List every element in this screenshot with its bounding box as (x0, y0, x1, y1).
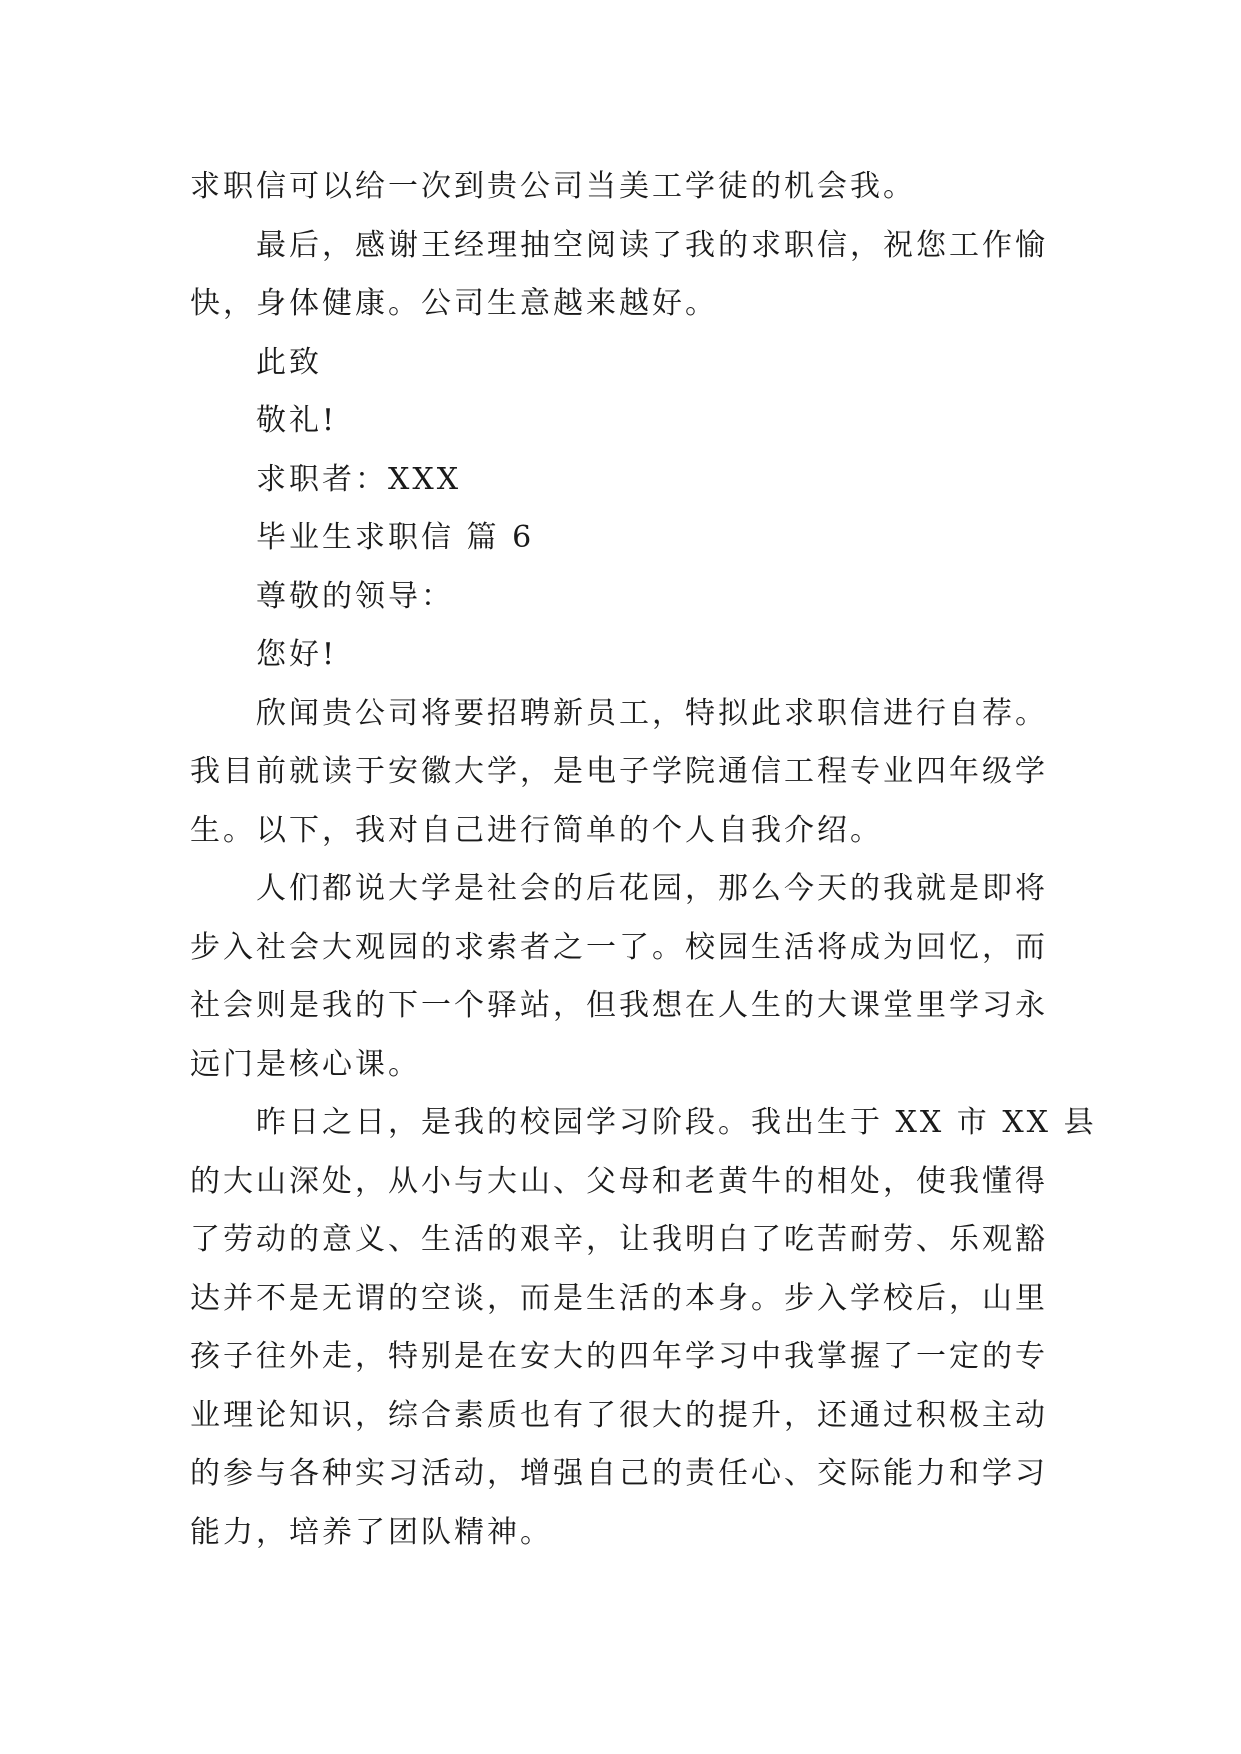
text-line: 的大山深处，从小与大山、父母和老黄牛的相处，使我懂得 (190, 1163, 1048, 1199)
text-line: 步入社会大观园的求索者之一了。校园生活将成为回忆，而 (190, 929, 1048, 965)
text-line: 快，身体健康。公司生意越来越好。 (190, 286, 718, 321)
text-line: 我目前就读于安徽大学，是电子学院通信工程专业四年级学 (190, 754, 1048, 789)
text-line: 达并不是无谓的空谈，而是生活的本身。步入学校后，山里 (190, 1280, 1048, 1316)
greeting-line: 尊敬的领导： (256, 578, 454, 614)
text-line: 的参与各种实习活动，增强自己的责任心、交际能力和学习 (190, 1456, 1048, 1491)
text-line: 孩子往外走，特别是在安大的四年学习中我掌握了一定的专 (190, 1339, 1048, 1374)
text-line: 人们都说大学是社会的后花园，那么今天的我就是即将 (256, 871, 1048, 906)
text-line: 求职信可以给一次到贵公司当美工学徒的机会我。 (190, 169, 916, 204)
text-line: 社会则是我的下一个驿站，但我想在人生的大课堂里学习永 (190, 988, 1048, 1023)
section-heading: 毕业生求职信 篇 6 (256, 520, 535, 555)
closing-regards: 敬礼! (256, 403, 338, 438)
greeting-hello: 您好! (256, 637, 338, 672)
text-line: 业理论知识，综合素质也有了很大的提升，还通过积极主动 (190, 1397, 1048, 1433)
text-line: 了劳动的意义、生活的艰辛，让我明白了吃苦耐劳、乐观豁 (190, 1222, 1048, 1257)
closing-salutation: 此致 (256, 344, 322, 380)
text-line: 最后，感谢王经理抽空阅读了我的求职信，祝您工作愉 (256, 227, 1048, 263)
text-line: 欣闻贵公司将要招聘新员工，特拟此求职信进行自荐。 (256, 695, 1048, 731)
text-line: 昨日之日，是我的校园学习阶段。我出生于 XX 市 XX 县 (256, 1105, 1097, 1140)
document-body (190, 158, 1097, 1562)
text-line: 生。以下，我对自己进行简单的个人自我介绍。 (190, 812, 883, 848)
text-line: 能力，培养了团队精神。 (190, 1514, 553, 1550)
text-line: 远门是核心课。 (190, 1046, 421, 1082)
signature-line: 求职者：XXX (256, 461, 462, 497)
